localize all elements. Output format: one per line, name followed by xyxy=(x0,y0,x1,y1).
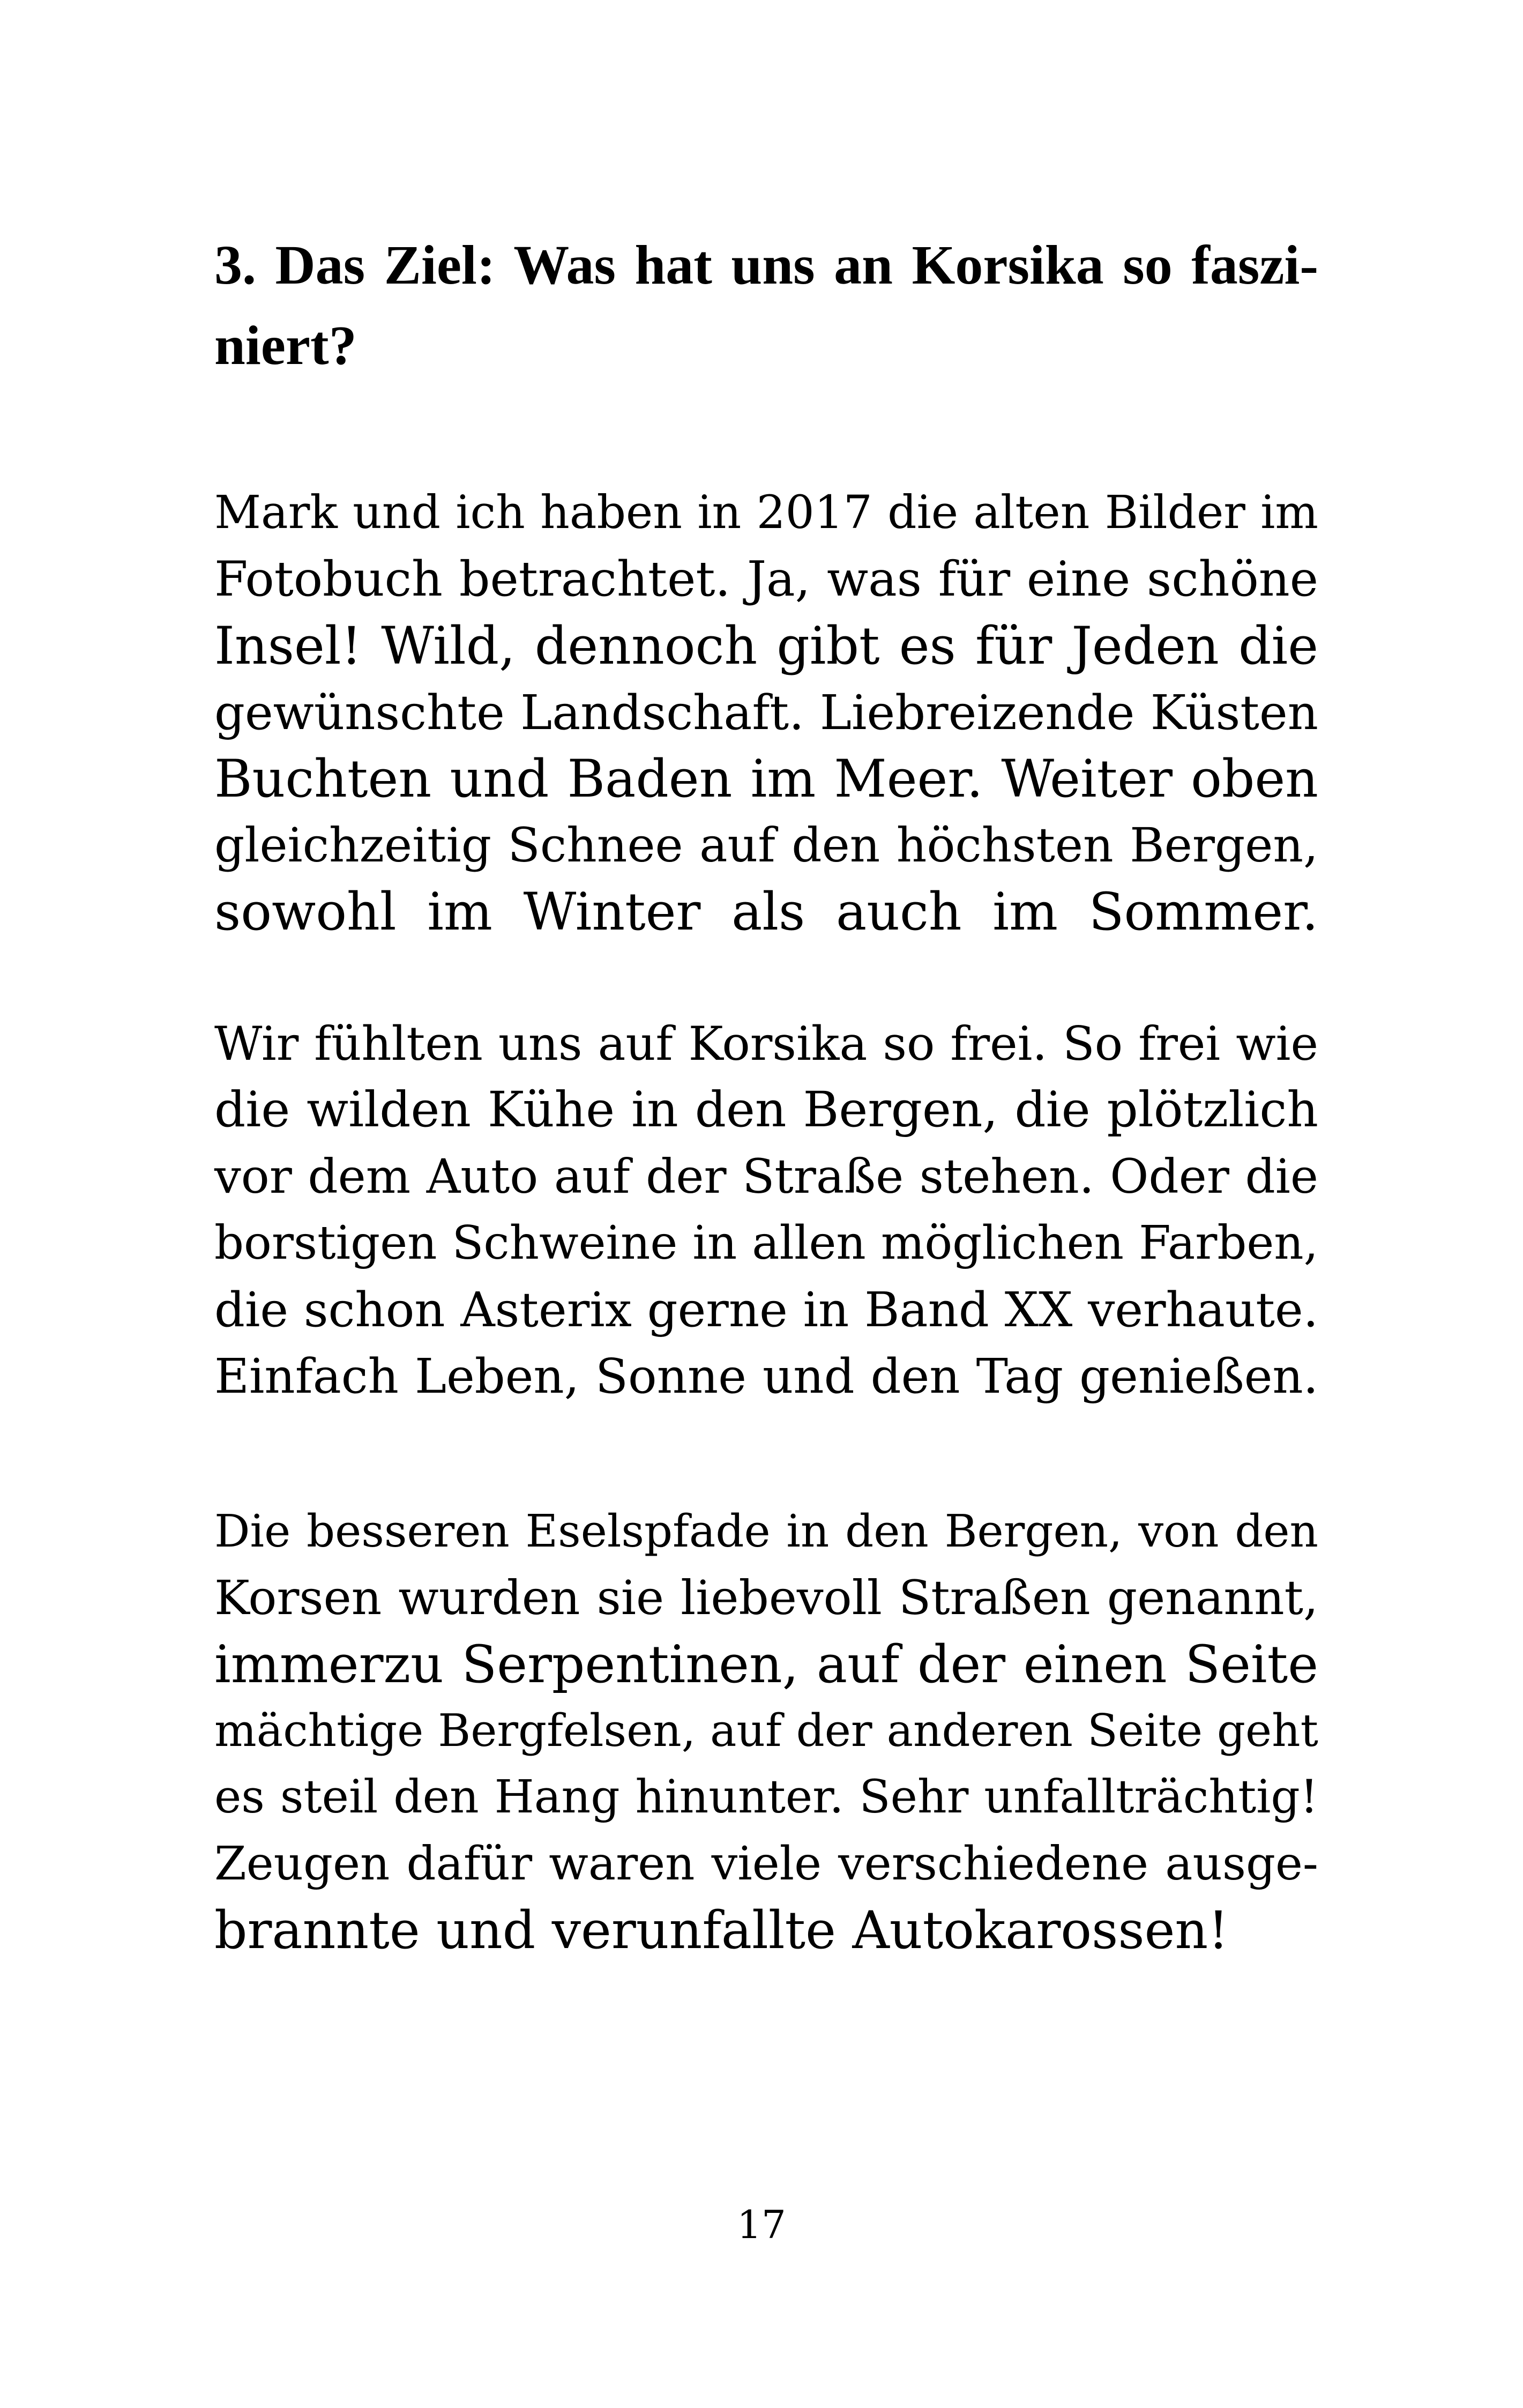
chapter-heading xyxy=(214,225,1318,386)
page-number: 17 xyxy=(737,2202,786,2247)
paragraph-line: borstigen Schweine in allen möglichen Farben, xyxy=(214,1216,1318,1270)
paragraph-line: immerzu Serpentinen, auf der einen Seite xyxy=(214,1634,1318,1694)
paragraph-line: die schon Asterix gerne in Band XX verhaute. xyxy=(214,1282,1318,1337)
paragraph-line: Fotobuch betrachtet. Ja, was für eine schöne xyxy=(214,551,1318,607)
paragraph-line: Die besseren Eselspfade in den Bergen, von den xyxy=(214,1505,1318,1557)
paragraph-line: Korsen wurden sie liebevoll Straßen genannt, xyxy=(214,1570,1318,1625)
paragraph-line: Wir fühlten uns auf Korsika so frei. So frei wie xyxy=(214,1016,1318,1071)
paragraph-3 xyxy=(214,1498,1318,1964)
paragraph-1 xyxy=(214,480,1318,945)
paragraph-line: vor dem Auto auf der Straße stehen. Oder die xyxy=(214,1149,1318,1204)
paragraph-line: sowohl im Winter als auch im Sommer. xyxy=(214,882,1318,942)
paragraph-line: Einfach Leben, Sonne und den Tag genießen. xyxy=(214,1348,1318,1404)
paragraph-line: gewünschte Landschaft. Liebreizende Küsten xyxy=(214,685,1318,740)
paragraph-line: Zeugen dafür waren viele verschiedene ausge- xyxy=(214,1837,1318,1891)
paragraph-2 xyxy=(214,1010,1318,1409)
paragraph-line: gleichzeitig Schnee auf den höchsten Bergen, xyxy=(214,817,1318,873)
heading-line: 3. Das Ziel: Was hat uns an Korsika so faszi- xyxy=(214,234,1318,296)
paragraph-line: die wilden Kühe in den Bergen, die plötzlich xyxy=(214,1082,1318,1138)
paragraph-line: mächtige Bergfelsen, auf der anderen Seite geht xyxy=(214,1705,1318,1757)
paragraph-line: Buchten und Baden im Meer. Weiter oben xyxy=(214,749,1318,809)
heading-line: niert? xyxy=(214,315,357,376)
paragraph-line: es steil den Hang hinunter. Sehr unfallträchtig! xyxy=(214,1771,1318,1824)
paragraph-line: Mark und ich haben in 2017 die alten Bilder im xyxy=(214,486,1318,539)
paragraph-line: brannte und verunfallte Autokarossen! xyxy=(214,1900,1229,1960)
paragraph-line: Insel! Wild, dennoch gibt es für Jeden die xyxy=(214,616,1318,676)
